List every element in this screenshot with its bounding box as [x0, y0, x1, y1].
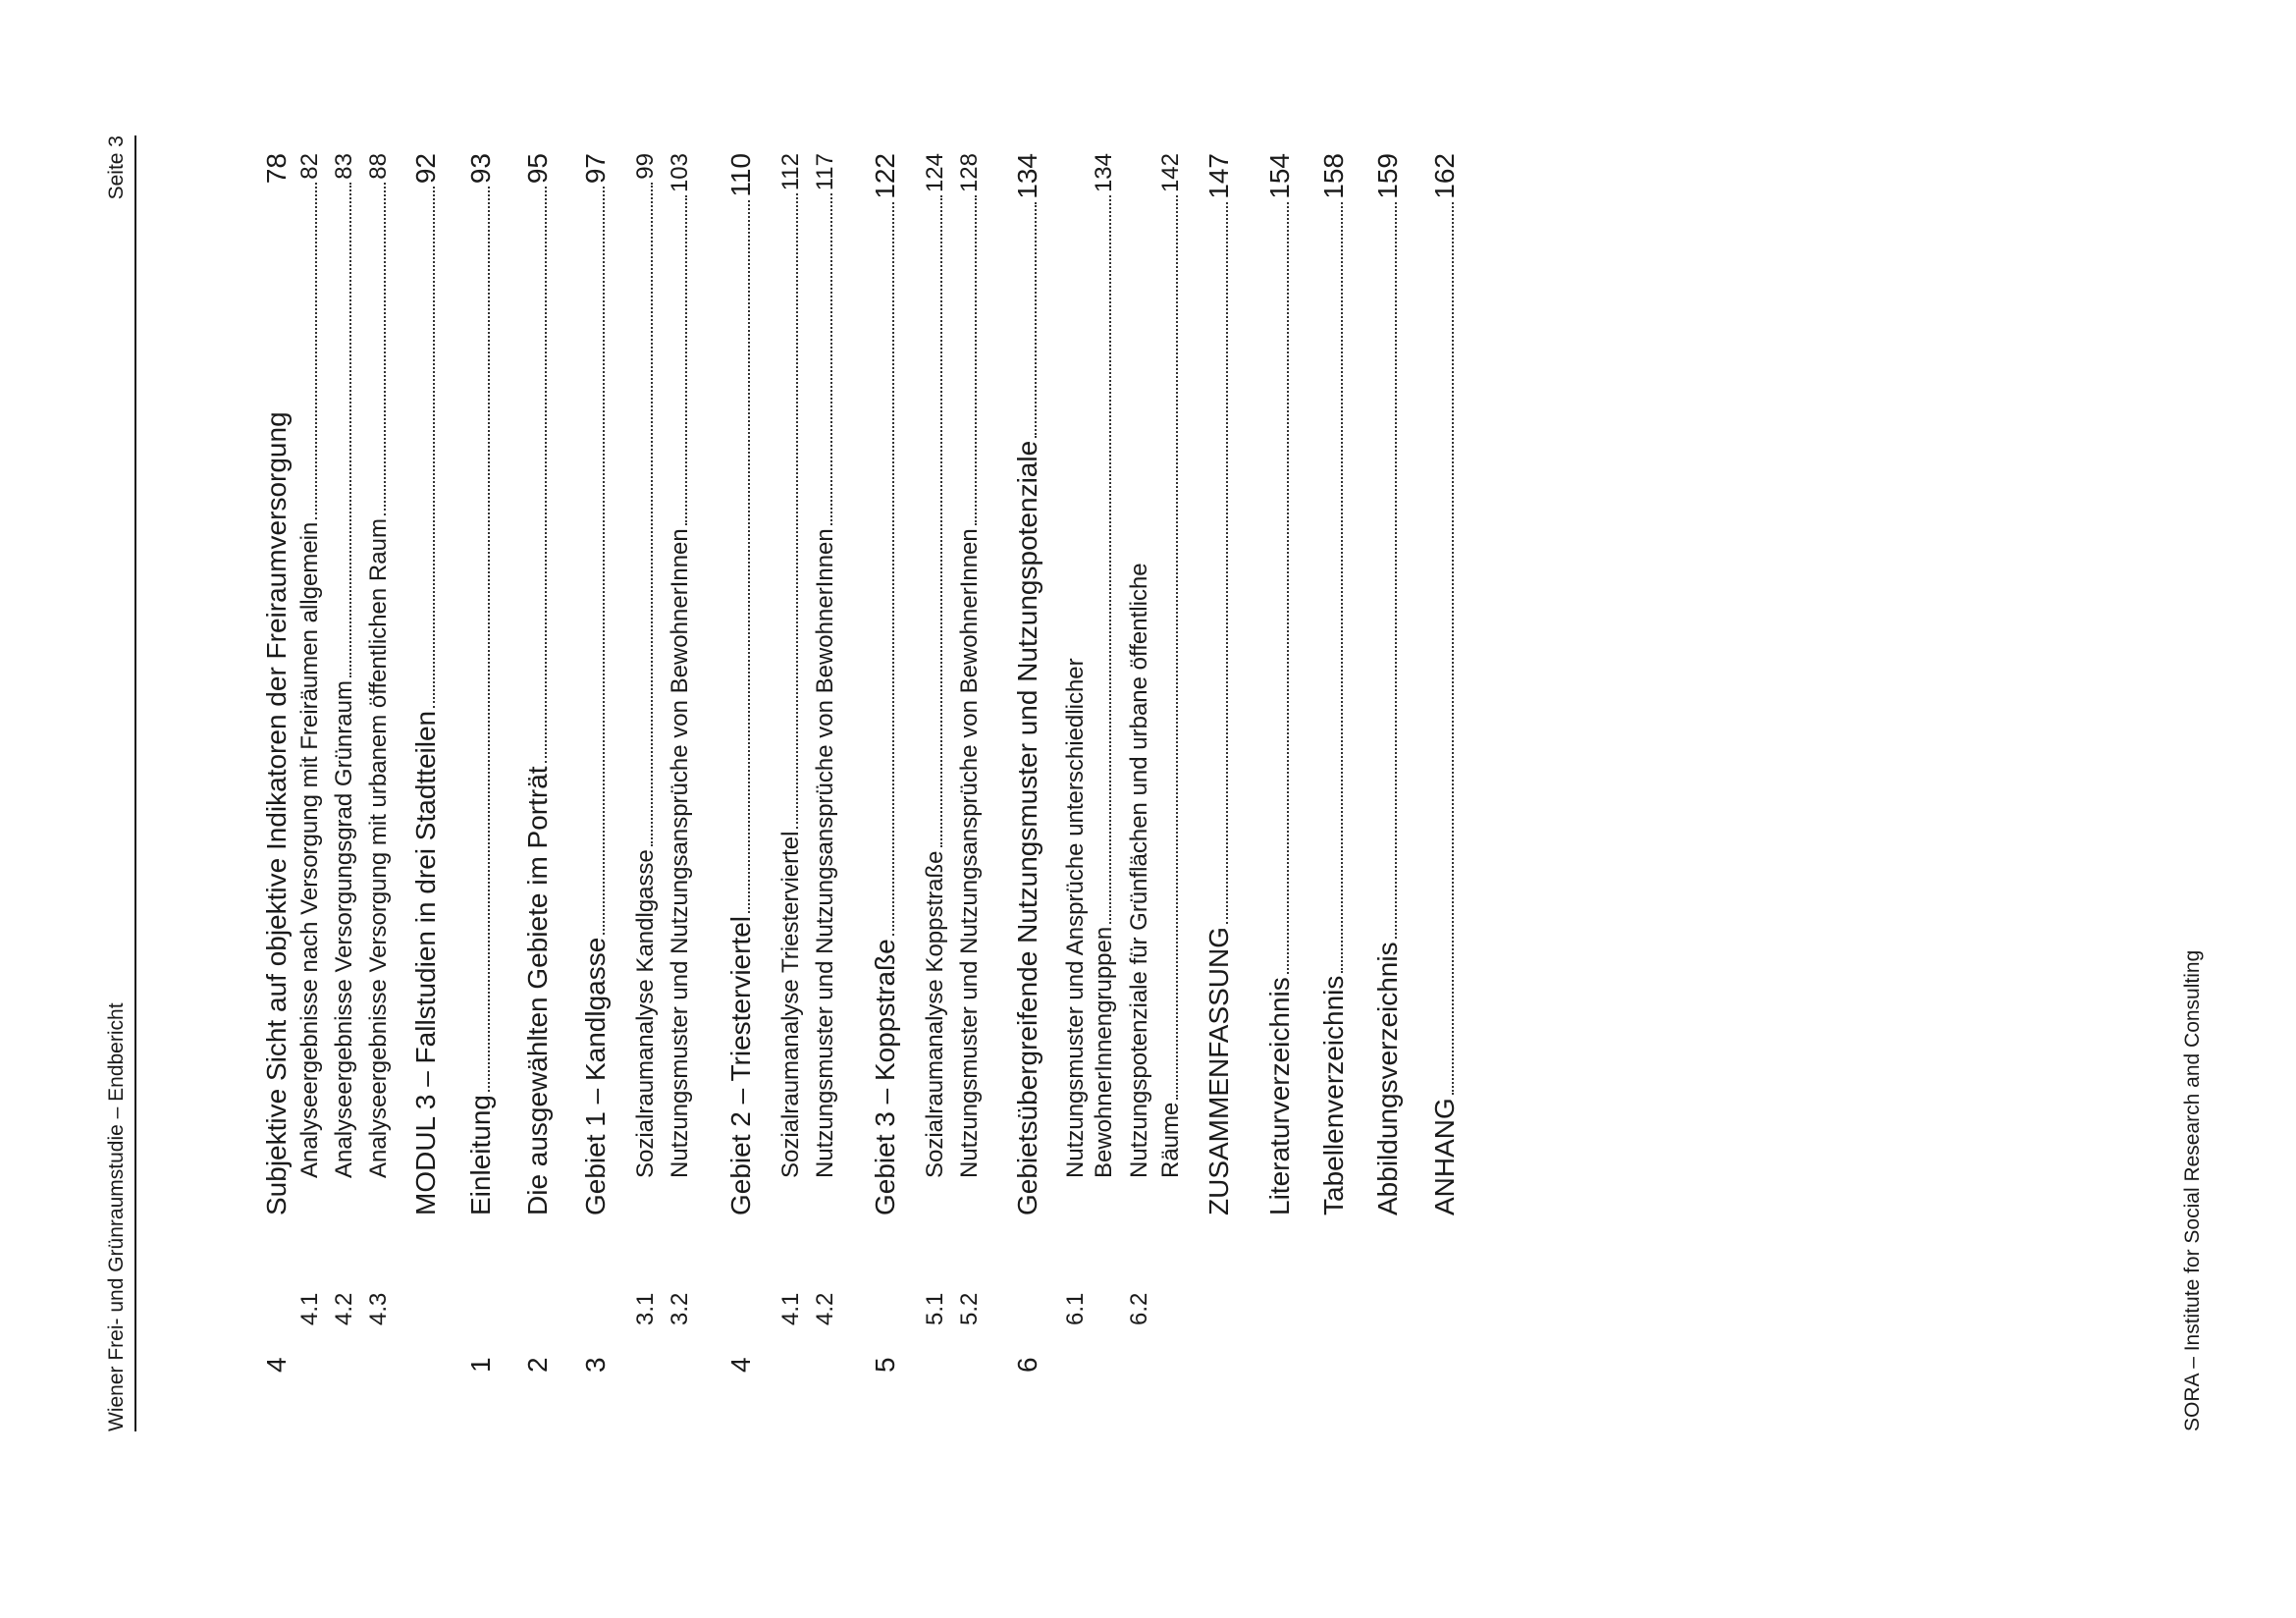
- toc-entry-page: 88: [365, 153, 392, 180]
- toc-entry-page: 154: [1264, 153, 1295, 199]
- toc-entry-page: 128: [956, 153, 983, 193]
- toc-entry-number: 4.2: [331, 1292, 357, 1325]
- toc-entry[interactable]: [294, 153, 330, 1325]
- toc-entry-page: 78: [261, 153, 292, 185]
- toc-entry-page: 159: [1372, 153, 1403, 199]
- toc-entry[interactable]: [329, 153, 364, 1325]
- toc-entry[interactable]: [1202, 153, 1238, 1215]
- toc-entry-title: Analyseergebnisse Versorgung mit urbanem öffentlichen Raum: [365, 518, 392, 1178]
- toc-entry[interactable]: [775, 153, 811, 1325]
- toc-entry-page: 103: [667, 153, 693, 193]
- toc-entry-title: Nutzungsmuster und Ansprüche unterschiedlicher: [1062, 658, 1089, 1178]
- toc-dot-leader: [487, 187, 490, 1092]
- toc-entry[interactable]: [1155, 153, 1191, 1178]
- toc-dot-leader: [684, 195, 687, 525]
- toc-entry-number: 3: [580, 1357, 611, 1373]
- toc-dot-leader: [1108, 195, 1111, 924]
- toc-entry-title: Nutzungsmuster und Nutzungsansprüche von BewohnerInnen: [667, 528, 693, 1178]
- toc-entry-title: Nutzungspotenziale für Grünflächen und urbane öffentliche: [1126, 563, 1152, 1178]
- toc-entry[interactable]: [1089, 153, 1124, 1178]
- toc-entry[interactable]: [724, 153, 760, 1373]
- toc-entry-page: 83: [331, 153, 357, 180]
- toc-entry-title: Sozialraumanalyse Kandlgasse: [632, 849, 659, 1178]
- toc-entry-number: 4: [725, 1357, 756, 1373]
- toc-entry-title: Sozialraumanalyse Triesterviertel: [777, 831, 804, 1178]
- toc-entry-page: 142: [1157, 153, 1184, 193]
- toc-entry-number: 5: [870, 1357, 900, 1373]
- toc-dot-leader: [939, 195, 942, 847]
- toc-entry-page: 92: [410, 153, 441, 185]
- toc-entry-title: BewohnerInnengruppen: [1091, 926, 1117, 1178]
- toc-entry[interactable]: [1371, 153, 1407, 1215]
- toc-entry-number: 4.3: [365, 1292, 392, 1325]
- toc-entry-title: Die ausgewählten Gebiete im Porträt: [522, 766, 553, 1215]
- toc-entry-title: Sozialraumanalyse Koppstraße: [922, 850, 948, 1178]
- toc-entry-number: 1: [465, 1357, 496, 1373]
- toc-entry-title: MODUL 3 – Fallstudien in drei Stadtteilen: [410, 710, 441, 1215]
- toc-entry-title: Analyseergebnisse Versorgungsgrad Grünraum: [331, 680, 357, 1178]
- toc-entry-page: 122: [870, 153, 900, 199]
- toc-entry-page: 95: [522, 153, 553, 185]
- toc-entry-page: 93: [465, 153, 496, 185]
- toc-entry-page: 162: [1429, 153, 1460, 199]
- toc-entry-number: 4.1: [777, 1292, 804, 1325]
- toc-entry-page: 112: [777, 153, 804, 191]
- toc-entry-number: 4: [261, 1357, 292, 1373]
- toc-entry-number: 5.2: [956, 1292, 983, 1325]
- toc-entry-number: 6.2: [1126, 1292, 1152, 1325]
- toc-entry-title: Räume: [1157, 1102, 1184, 1178]
- toc-entry-title: Einleitung: [465, 1095, 496, 1215]
- toc-entry-number: 3.1: [632, 1292, 659, 1325]
- toc-dot-leader: [1175, 195, 1178, 1100]
- toc-entry-title: Gebiet 1 – Kandlgasse: [580, 937, 611, 1215]
- toc-entry-page: 134: [1091, 153, 1117, 193]
- toc-dot-leader: [432, 187, 435, 708]
- toc-entry-page: 158: [1318, 153, 1349, 199]
- toc-entry[interactable]: [409, 153, 445, 1215]
- toc-dot-leader: [314, 183, 317, 519]
- toc-dot-leader: [974, 195, 977, 525]
- toc-entry[interactable]: [260, 153, 295, 1373]
- toc-entry-title: Abbildungsverzeichnis: [1372, 942, 1403, 1215]
- toc-dot-leader: [544, 187, 547, 763]
- toc-entry-title: Tabellenverzeichnis: [1318, 975, 1349, 1215]
- toc-dot-leader: [1225, 202, 1228, 924]
- toc-dot-leader: [891, 202, 894, 937]
- toc-entry-number: 6: [1012, 1357, 1042, 1373]
- toc-dot-leader: [829, 193, 832, 525]
- toc-dot-leader: [1034, 202, 1037, 438]
- toc-dot-leader: [1340, 202, 1343, 973]
- toc-dot-leader: [650, 183, 653, 846]
- toc-dot-leader: [1451, 202, 1454, 1095]
- toc-entry-number: 4.2: [812, 1292, 838, 1325]
- toc-entry-title: Nutzungsmuster und Nutzungsansprüche von BewohnerInnen: [956, 528, 983, 1178]
- toc-entry-page: 117: [812, 153, 838, 191]
- toc-entry[interactable]: [1124, 153, 1159, 1325]
- toc-entry[interactable]: [1011, 153, 1046, 1373]
- toc-entry-title: Gebietsübergreifende Nutzungsmuster und Nutzungspotenziale: [1012, 440, 1042, 1215]
- toc-entry-title: ZUSAMMENFASSUNG: [1203, 926, 1234, 1215]
- toc-entry-title: Gebiet 3 – Koppstraße: [870, 939, 900, 1215]
- toc-entry-number: 3.2: [667, 1292, 693, 1325]
- page-header: [105, 135, 136, 1431]
- toc-entry-title: ANHANG: [1429, 1098, 1460, 1215]
- page-number: Seite 3: [105, 135, 128, 200]
- toc-entry-number: 4.1: [296, 1292, 323, 1325]
- toc-entry-title: Analyseergebnisse nach Versorgung mit Freiräumen allgemein: [296, 521, 323, 1178]
- toc-entry[interactable]: [920, 153, 955, 1325]
- toc-entry-page: 124: [922, 153, 948, 193]
- toc-dot-leader: [1286, 202, 1289, 975]
- footer-organization: SORA – Institute for Social Research and Consulting: [2181, 949, 2204, 1431]
- toc-entry[interactable]: [810, 153, 845, 1325]
- toc-dot-leader: [747, 200, 750, 913]
- toc-entry[interactable]: [869, 153, 904, 1373]
- toc-dot-leader: [348, 183, 351, 677]
- toc-entry-page: 97: [580, 153, 611, 185]
- toc-entry-page: 82: [296, 153, 323, 180]
- toc-entry[interactable]: [1263, 153, 1299, 1215]
- toc-entry-number: 6.1: [1062, 1292, 1089, 1325]
- toc-entry[interactable]: [363, 153, 399, 1325]
- toc-entry-number: 5.1: [922, 1292, 948, 1325]
- toc-dot-leader: [383, 183, 386, 515]
- toc-entry-page: 134: [1012, 153, 1042, 199]
- toc-dot-leader: [602, 187, 605, 935]
- toc-entry[interactable]: [1428, 153, 1464, 1215]
- toc-entry[interactable]: [630, 153, 666, 1325]
- toc-entry[interactable]: [665, 153, 700, 1325]
- toc-entry-number: 2: [522, 1357, 553, 1373]
- toc-dot-leader: [1394, 202, 1397, 940]
- toc-entry-title: Subjektive Sicht auf objektive Indikatoren der Freiraumversorgung: [261, 411, 292, 1215]
- toc-entry-title: Nutzungsmuster und Nutzungsansprüche von BewohnerInnen: [812, 528, 838, 1178]
- toc-entry[interactable]: [579, 153, 614, 1373]
- toc-entry-title: Gebiet 2 – Triesterviertel: [725, 915, 756, 1215]
- toc-dot-leader: [795, 193, 798, 828]
- toc-entry-title: Literaturverzeichnis: [1264, 977, 1295, 1215]
- toc-entry[interactable]: [1317, 153, 1353, 1215]
- toc-entry-page: 147: [1203, 153, 1234, 199]
- toc-entry[interactable]: [954, 153, 989, 1325]
- document-title: Wiener Frei- und Grünraumstudie – Endbericht: [105, 1002, 128, 1431]
- toc-entry-page: 110: [725, 153, 756, 197]
- toc-entry-page: 99: [632, 153, 659, 180]
- toc-entry[interactable]: [521, 153, 557, 1373]
- toc-entry[interactable]: [464, 153, 500, 1373]
